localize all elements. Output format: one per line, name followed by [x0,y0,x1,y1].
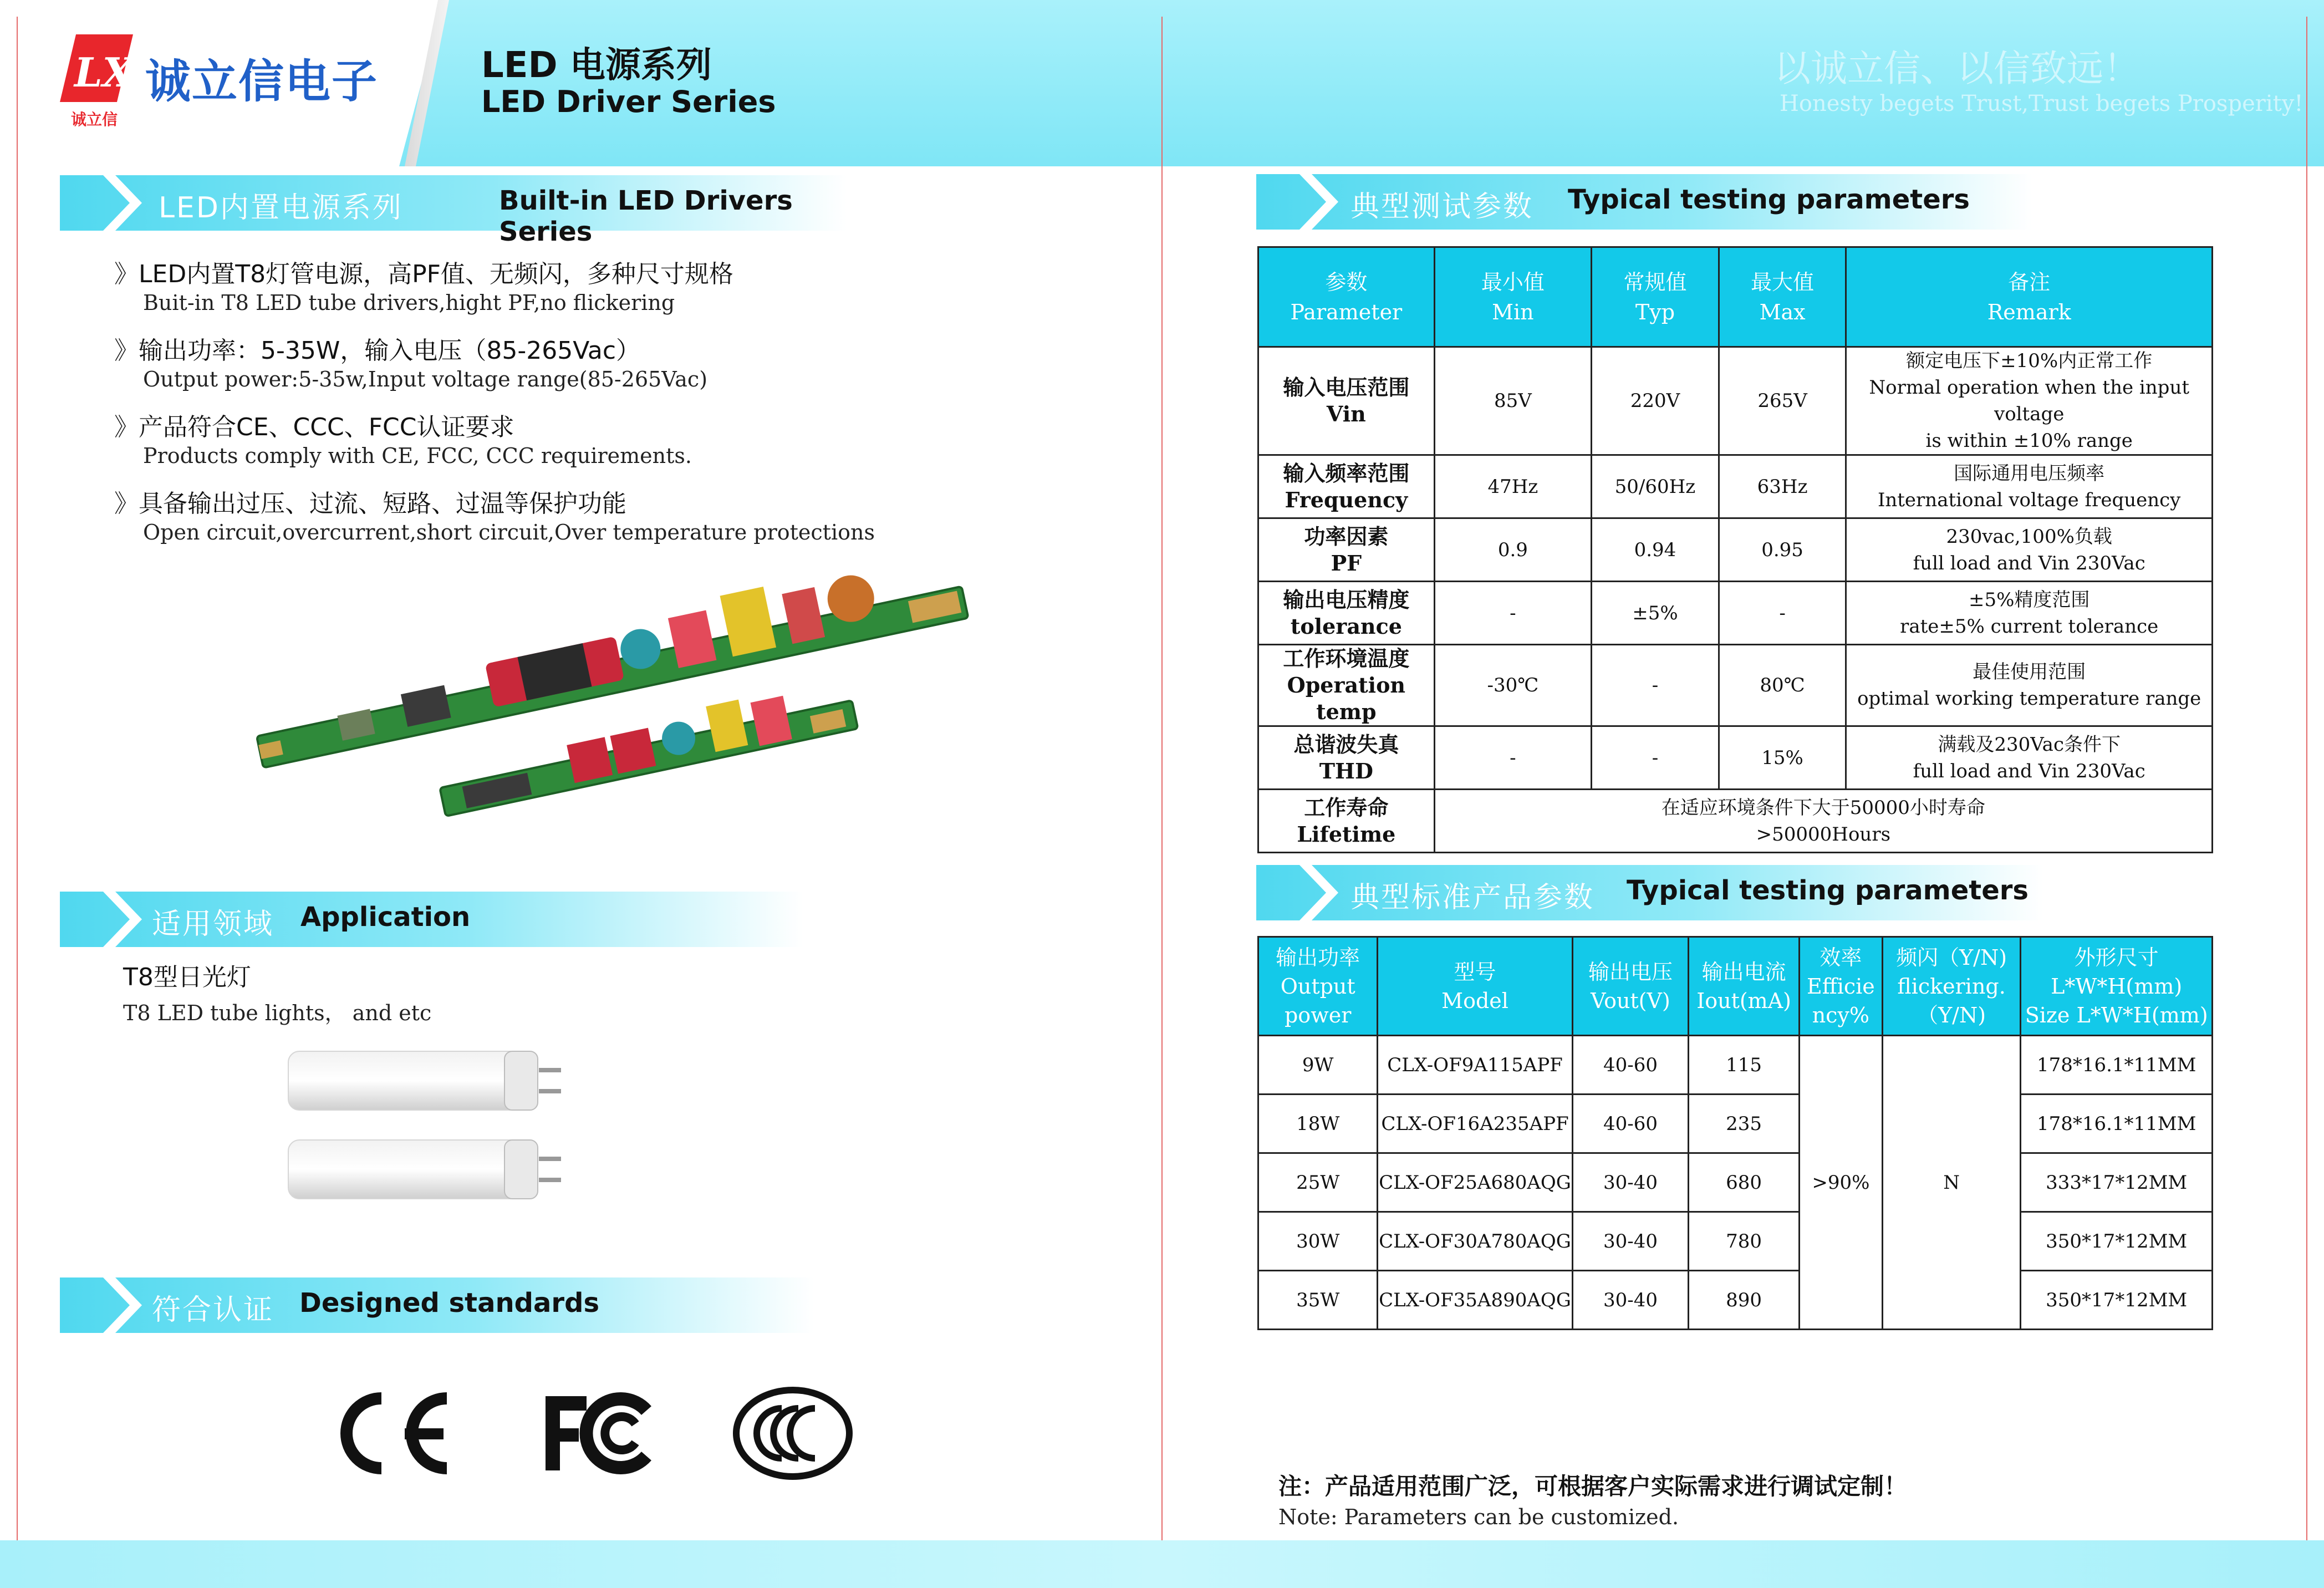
feature-1-cn: 》LED内置T8灯管电源，高PF值、无频闪，多种尺寸规格 [114,260,733,288]
note-cn: 注：产品适用范围广泛，可根据客户实际需求进行调试定制！ [1278,1473,1908,1500]
header-max: 最大值 Max [1719,247,1846,347]
table-row: 输出电压精度 tolerance - ±5% - ±5%精度范围 rate±5% current tolerance [1258,582,2213,645]
section-title-cn: 典型标准产品参数 [1350,881,1595,914]
crop-line-left [17,17,18,1575]
section-title-en: Designed standards [299,1287,600,1319]
header-iout: 输出电流 Iout(mA) [1689,937,1800,1036]
chevron-icon [1299,865,1338,920]
section-bar-standards [60,1277,814,1333]
feature-2-en: Output power:5-35w,Input voltage range(85-265Vac) [143,367,708,391]
header-vout: 输出电压 Vout(V) [1572,937,1689,1036]
header-output-power: 输出功率 Output power [1258,937,1378,1036]
section-title-en: Typical testing parameters [1568,184,1970,215]
header-efficiency: 效率 Efficie ncy% [1799,937,1882,1036]
section-title-cn: 符合认证 [152,1294,274,1327]
ccc-mark-label: CCC [732,1386,733,1387]
flicker-value: N [1882,1036,2021,1330]
header-typ: 常规值 Typ [1592,247,1719,347]
testing-parameters-table [1257,246,2213,853]
efficiency-value: >90% [1799,1036,1882,1330]
section-title-en: Built-in LED Drivers Series [499,185,793,247]
tube-light-image [283,1042,577,1231]
table-row: 工作环境温度 Operation temp -30℃ - 80℃ 最佳使用范围 optimal working temperature range [1258,645,2213,726]
feature-1-en: Buit-in T8 LED tube drivers,hight PF,no flickering [143,291,675,315]
header-min: 最小值 Min [1434,247,1591,347]
section-bar-typical-product [1256,865,2043,920]
table-row: 输入电压范围 Vin 85V 220V 265V 额定电压下±10%内正常工作 Normal operation when the input voltage is within ±10% range [1258,347,2213,455]
table-row: 25W CLX-OF25A680AQG 30-40 680 333*17*12MM [1258,1153,2213,1212]
note-en: Note: Parameters can be customized. [1278,1505,1679,1529]
section-title-en: Application [300,902,471,933]
company-name: 诚立信电子 [145,55,379,108]
section-title-cn: 适用领域 [152,908,274,941]
page-title-cn: LED 电源系列 [481,45,712,86]
fcc-mark-icon [543,1392,654,1475]
chevron-icon [1299,174,1338,230]
section-title-en: Typical testing parameters [1627,875,2029,906]
section-bar-application [60,892,803,947]
table-row: 9W CLX-OF9A115APF 40-60 115 >90% N 178*16.1*11MM [1258,1036,2213,1095]
header-flickering: 频闪（Y/N) flickering. （Y/N) [1882,937,2021,1036]
slogan-cn: 以诚立信、以信致远！ [1774,47,2140,90]
header-size: 外形尺寸 L*W*H(mm) Size L*W*H(mm) [2021,937,2213,1036]
table-row: 18W CLX-OF16A235APF 40-60 235 178*16.1*11MM [1258,1095,2213,1153]
feature-4-cn: 》具备输出过压、过流、短路、过温等保护功能 [114,490,626,518]
header-parameter: 参数 Parameter [1258,247,1435,347]
driver-board-image [238,571,981,826]
table-row: 35W CLX-OF35A890AQG 30-40 890 350*17*12MM [1258,1271,2213,1330]
logo-mark-text: LX [74,49,134,96]
slogan-en: Honesty begets Trust,Trust begets Prosperity! [1780,91,2303,116]
page-title-en: LED Driver Series [481,84,776,119]
section-title-cn: LED内置电源系列 [159,191,403,225]
ce-mark-icon [338,1392,455,1475]
product-parameters-table [1257,936,2213,1330]
footer-band [0,1540,2324,1588]
feature-3-cn: 》产品符合CE、CCC、FCC认证要求 [114,413,514,441]
ccc-mark-icon [732,1386,854,1480]
header-model: 型号 Model [1378,937,1572,1036]
fold-line [1161,17,1163,1575]
feature-3-en: Products comply with CE, FCC, CCC requirements. [143,444,692,468]
section-bar-builtin [60,175,847,247]
logo-small-text: 诚立信 [71,110,118,129]
feature-4-en: Open circuit,overcurrent,short circuit,Over temperature protections [143,520,875,544]
table-row: 总谐波失真 THD - - 15% 满载及230Vac条件下 full load and Vin 230Vac [1258,726,2213,790]
chevron-icon [103,175,142,231]
section-bar-typical-testing [1256,174,2032,230]
table-row: 功率因素 PF 0.9 0.94 0.95 230vac,100%负载 full load and Vin 230Vac [1258,518,2213,582]
crop-line-right [2306,17,2307,1575]
header-remark: 备注 Remark [1846,247,2213,347]
section-title-cn: 典型测试参数 [1350,190,1534,223]
table-row: 30W CLX-OF30A780AQG 30-40 780 350*17*12MM [1258,1212,2213,1271]
application-cn: T8型日光灯 [123,963,251,991]
table-row: 输入频率范围 Frequency 47Hz 50/60Hz 63Hz 国际通用电压频率 International voltage frequency [1258,455,2213,518]
chevron-icon [103,1277,142,1333]
chevron-icon [103,892,142,947]
feature-2-cn: 》输出功率：5-35W，输入电压（85-265Vac） [114,337,641,365]
table-row: 工作寿命 Lifetime 在适应环境条件下大于50000小时寿命 >50000Hours [1258,790,2213,853]
application-en: T8 LED tube lights， and etc [123,1001,432,1025]
